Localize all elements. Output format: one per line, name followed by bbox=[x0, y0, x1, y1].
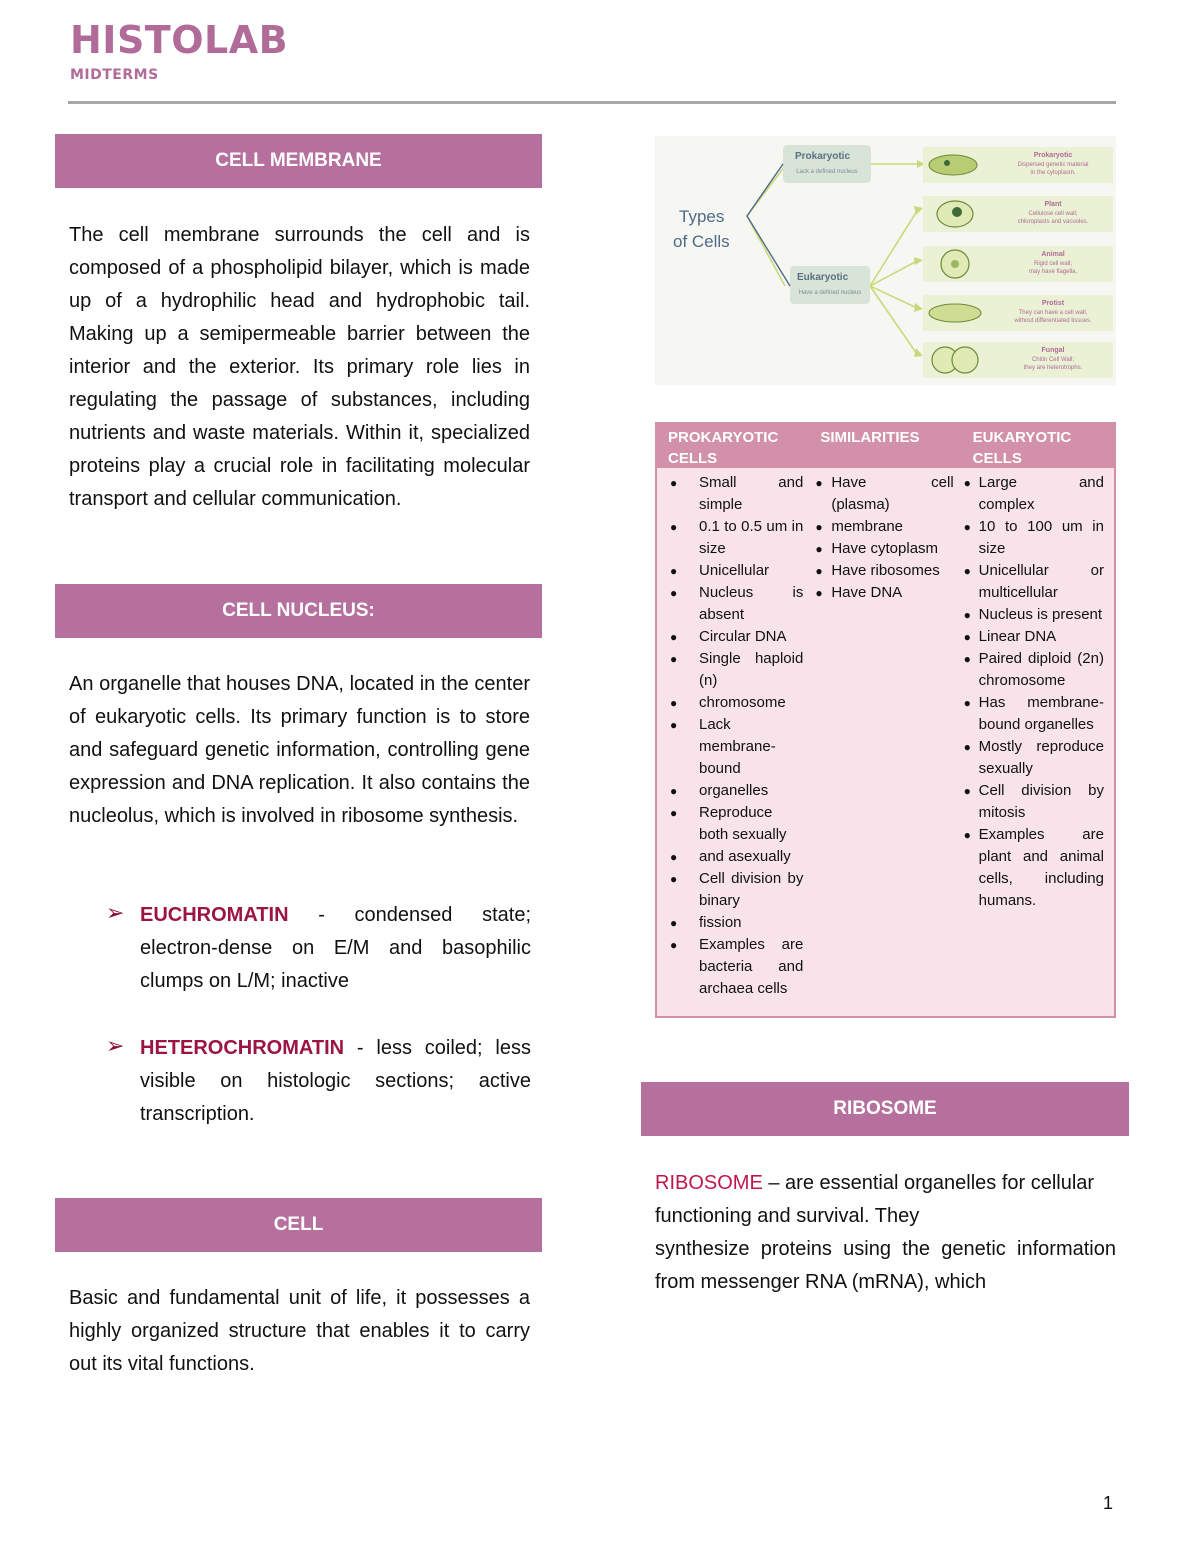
arrow-bullet-icon: ➢ bbox=[106, 1034, 125, 1059]
cell-nucleus-text: An organelle that houses DNA, located in the center of eukaryotic cells. Its primary function is to store and safeguard genetic information, controlling gene expression and DNA replication. It also contains the nucleolus, which is involved in ribosome synthesis. bbox=[69, 673, 530, 827]
prokaryotic-item: ● and asexually bbox=[657, 846, 809, 868]
euchromatin-desc: - condensed state; electron-dense on E/M and basophilic clumps on L/M; inactive bbox=[140, 904, 531, 992]
prokaryotic-item: ● chromosome bbox=[657, 692, 809, 714]
prokaryotic-item: ● Lack membrane-bound bbox=[657, 714, 809, 780]
eukaryotic-desc: Have a defined nucleus bbox=[798, 290, 862, 296]
type-desc2-prokaryotic: in the cytoplasm. bbox=[1030, 170, 1076, 176]
diagram-title-line1: Types bbox=[679, 207, 725, 226]
prokaryotic-item: ● Examples are bacteria and archaea cells bbox=[657, 934, 809, 1000]
similarities-item: ● Have ribosomes bbox=[809, 560, 961, 582]
header-prokaryotic: PROKARYOTIC CELLS bbox=[668, 429, 779, 467]
type-desc2-animal: may have flagella. bbox=[1028, 269, 1078, 275]
ribosome-desc: – are essential organelles for cellular functioning and survival. They bbox=[655, 1172, 1095, 1227]
eukaryotic-item: ● Cell division by mitosis bbox=[962, 780, 1114, 824]
heterochromatin-desc: - less coiled; less visible on histologic sections; active transcription. bbox=[140, 1037, 531, 1125]
type-row-plant bbox=[923, 196, 1113, 232]
page-number: 1 bbox=[1103, 1493, 1114, 1513]
type-row-prokaryotic bbox=[923, 147, 1113, 183]
eukaryotic-column bbox=[962, 472, 1114, 1000]
ribosome-heading: RIBOSOME bbox=[641, 1082, 1129, 1136]
prokaryotic-item: ● Unicellular bbox=[657, 560, 809, 582]
comparison-table bbox=[655, 422, 1116, 1018]
prokaryotic-item: ● Single haploid (n) bbox=[657, 648, 809, 692]
type-desc1-fungal: Chitin Cell Wall; bbox=[1031, 357, 1075, 363]
arrow-bullet-icon: ➢ bbox=[106, 901, 125, 926]
header-divider bbox=[68, 101, 1116, 104]
type-name-fungal: Fungal bbox=[1041, 347, 1065, 354]
prokaryotic-desc: Lack a defined nucleus bbox=[796, 169, 858, 175]
prokaryotic-item: ● Reproduce both sexually bbox=[657, 802, 809, 846]
eukaryotic-item: ● Nucleus is present bbox=[962, 604, 1114, 626]
prokaryotic-item: ● 0.1 to 0.5 um in size bbox=[657, 516, 809, 560]
type-desc1-prokaryotic: Dispersed genetic material bbox=[1017, 162, 1089, 168]
type-name-plant: Plant bbox=[1044, 201, 1062, 208]
similarities-item: ● Have cytoplasm bbox=[809, 538, 961, 560]
eukaryotic-item: ● Large and complex bbox=[962, 472, 1114, 516]
similarities-column bbox=[809, 472, 961, 1000]
type-row-protist bbox=[923, 295, 1113, 331]
eukaryotic-item: ● Unicellular or multicellular bbox=[962, 560, 1114, 604]
type-desc1-protist: They can have a cell wall, bbox=[1018, 310, 1088, 316]
eukaryotic-item: ● Mostly reproduce sexually bbox=[962, 736, 1114, 780]
type-row-animal bbox=[923, 246, 1113, 282]
type-desc1-animal: Rigid cell wall; bbox=[1033, 261, 1073, 267]
eukaryotic-item: ● Linear DNA bbox=[962, 626, 1114, 648]
diagram-bracket bbox=[747, 164, 790, 286]
type-row-fungal bbox=[923, 342, 1113, 378]
header-similarities: SIMILARITIES bbox=[820, 429, 920, 446]
eukaryotic-item: ● Examples are plant and animal cells, including humans. bbox=[962, 824, 1114, 912]
eukaryotic-label: Eukaryotic bbox=[797, 272, 849, 283]
diagram-title-line2: of Cells bbox=[673, 232, 730, 251]
type-name-prokaryotic: Prokaryotic bbox=[1033, 152, 1073, 159]
similarities-item: ● Have cell (plasma) bbox=[809, 472, 961, 516]
prokaryotic-item: ● organelles bbox=[657, 780, 809, 802]
brand-title: HISTOLAB bbox=[70, 18, 289, 62]
eukaryotic-item: ● Has membrane-bound organelles bbox=[962, 692, 1114, 736]
heterochromatin-term: HETEROCHROMATIN bbox=[140, 1037, 345, 1059]
eukaryotic-item: ● Paired diploid (2n) chromosome bbox=[962, 648, 1114, 692]
types-of-cells-diagram bbox=[655, 136, 1116, 385]
type-desc1-plant: Cellulose cell wall; bbox=[1028, 211, 1078, 217]
type-name-animal: Animal bbox=[1041, 251, 1065, 258]
ribosome-term: RIBOSOME bbox=[655, 1172, 763, 1194]
prokaryotic-column bbox=[657, 472, 809, 1000]
prokaryotic-label: Prokaryotic bbox=[795, 151, 851, 162]
prokaryotic-item: ● Circular DNA bbox=[657, 626, 809, 648]
eukaryotic-item: ● 10 to 100 um in size bbox=[962, 516, 1114, 560]
cell-nucleus-heading: CELL NUCLEUS: bbox=[55, 584, 542, 638]
comparison-table-header bbox=[657, 424, 1114, 468]
prokaryotic-item: ● Cell division by binary bbox=[657, 868, 809, 912]
cell-heading: CELL bbox=[55, 1198, 542, 1252]
prokaryotic-item: ● Nucleus is absent bbox=[657, 582, 809, 626]
cell-text: Basic and fundamental unit of life, it possesses a highly organized structure that enables it to carry out its vital functions. bbox=[69, 1287, 530, 1375]
ribosome-text-2: synthesize proteins using the genetic information from messenger RNA (mRNA), which bbox=[655, 1238, 1116, 1293]
type-name-protist: Protist bbox=[1041, 300, 1065, 307]
type-desc2-plant: chloroplasts and vacuoles. bbox=[1017, 219, 1089, 225]
ribosome-text-1 bbox=[655, 1167, 1116, 1233]
prokaryotic-item: ● fission bbox=[657, 912, 809, 934]
cell-membrane-heading: CELL MEMBRANE bbox=[55, 134, 542, 188]
euchromatin-item bbox=[140, 899, 531, 998]
similarities-item: ● Have DNA bbox=[809, 582, 961, 604]
brand-subtitle: MIDTERMS bbox=[70, 67, 159, 83]
header-eukaryotic: EUKARYOTIC CELLS bbox=[972, 429, 1072, 467]
euchromatin-term: EUCHROMATIN bbox=[140, 904, 289, 926]
type-desc2-fungal: they are heterotrophs. bbox=[1023, 365, 1083, 371]
heterochromatin-item bbox=[140, 1032, 531, 1131]
type-desc2-protist: without differentiated tissues. bbox=[1014, 318, 1092, 324]
prokaryotic-item: ● Small and simple bbox=[657, 472, 809, 516]
cell-membrane-text: The cell membrane surrounds the cell and is composed of a phospholipid bilayer, which is made up of a hydrophilic head and hydrophobic tail. Making up a semipermeable barrier between the interior and the exterior. Its primary role lies in regulating the passage of substances, including nutrients and waste materials. Within it, specialized proteins play a crucial role in facilitating molecular transport and cellular communication. bbox=[69, 224, 530, 510]
similarities-item: ● membrane bbox=[809, 516, 961, 538]
diagram-connectors bbox=[747, 164, 917, 354]
